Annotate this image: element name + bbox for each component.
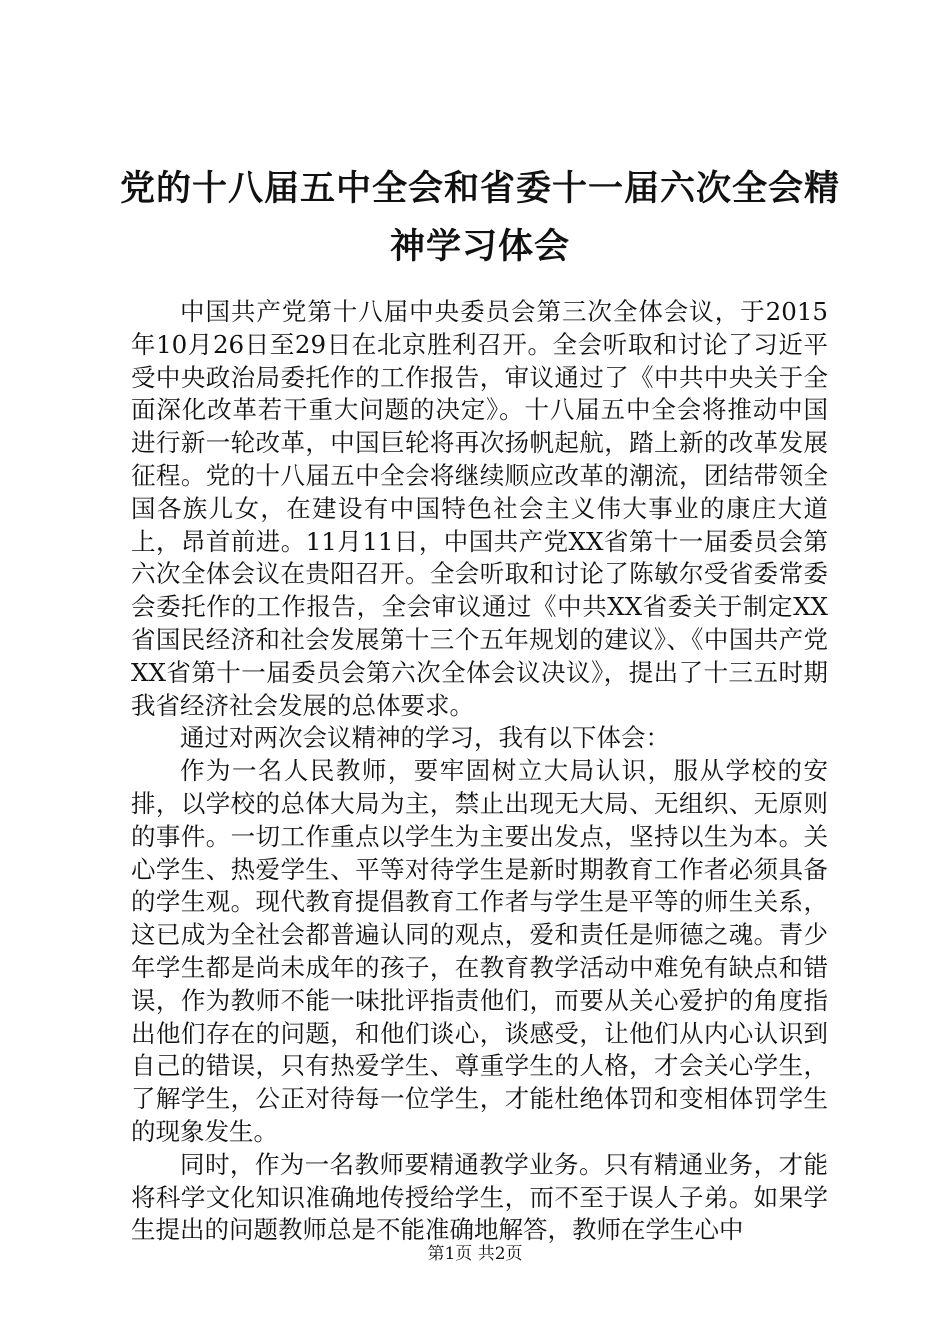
paragraph-teaching-skill: 同时，作为一名教师要精通教学业务。只有精通业务，才能将科学文化知识准确地传授给学生，而不至于误人子弟。如果学生提出的问题教师总是不能准确地解答，教师在学生心中 <box>131 1149 828 1245</box>
paragraph-teacher-role: 作为一名人民教师，要牢固树立大局认识，服从学校的安排，以学校的总体大局为主，禁止出现无大局、无组织、无原则的事件。一切工作重点以学生为主要出发点，坚持以生为本。关心学生、热爱学生、平等对待学生是新时期教育工作者必须具备的学生观。现代教育提倡教育工作者与学生是平等的师生关系，这已成为全社会都普遍认同的观点，爱和责任是师德之魂。青少年学生都是尚未成年的孩子，在教育教学活动中难免有缺点和错误，作为教师不能一味批评指责他们，而要从关心爱护的角度指出他们存在的问题，和他们谈心，谈感受，让他们从内心认识到自己的错误，只有热爱学生、尊重学生的人格，才会关心学生，了解学生，公正对待每一位学生，才能杜绝体罚和变相体罚学生的现象发生。 <box>131 756 828 1146</box>
document-body <box>131 296 828 1247</box>
title-line-1: 党的十八届五中全会和省委十一届六次全会精 <box>120 169 841 209</box>
paragraph-intro: 中国共产党第十八届中央委员会第三次全体会议，于2015年10月26日至29日在北京胜利召开。全会听取和讨论了习近平受中央政治局委托作的工作报告，审议通过了《中共中央关于全面深化改革若干重大问题的决定》。十八届五中全会将推动中国进行新一轮改革，中国巨轮将再次扬帆起航，踏上新的改革发展征程。党的十八届五中全会将继续顺应改革的潮流，团结带领全国各族儿女，在建设有中国特色社会主义伟大事业的康庄大道上，昂首前进。11月11日，中国共产党XX省第十一届委员会第六次全体会议在贵阳召开。全会听取和讨论了陈敏尔受省委常委会委托作的工作报告，全会审议通过《中共XX省委关于制定XX省国民经济和社会发展第十三个五年规划的建议》、《中国共产党XX省第十一届委员会第六次全体会议决议》，提出了十三五时期我省经济社会发展的总体要求。 <box>131 297 828 720</box>
page-footer: 第1页 共2页 <box>427 1244 523 1264</box>
title-line-2: 神学习体会 <box>389 227 570 267</box>
paragraph-transition: 通过对两次会议精神的学习，我有以下体会： <box>180 723 670 753</box>
document-title <box>120 160 840 276</box>
